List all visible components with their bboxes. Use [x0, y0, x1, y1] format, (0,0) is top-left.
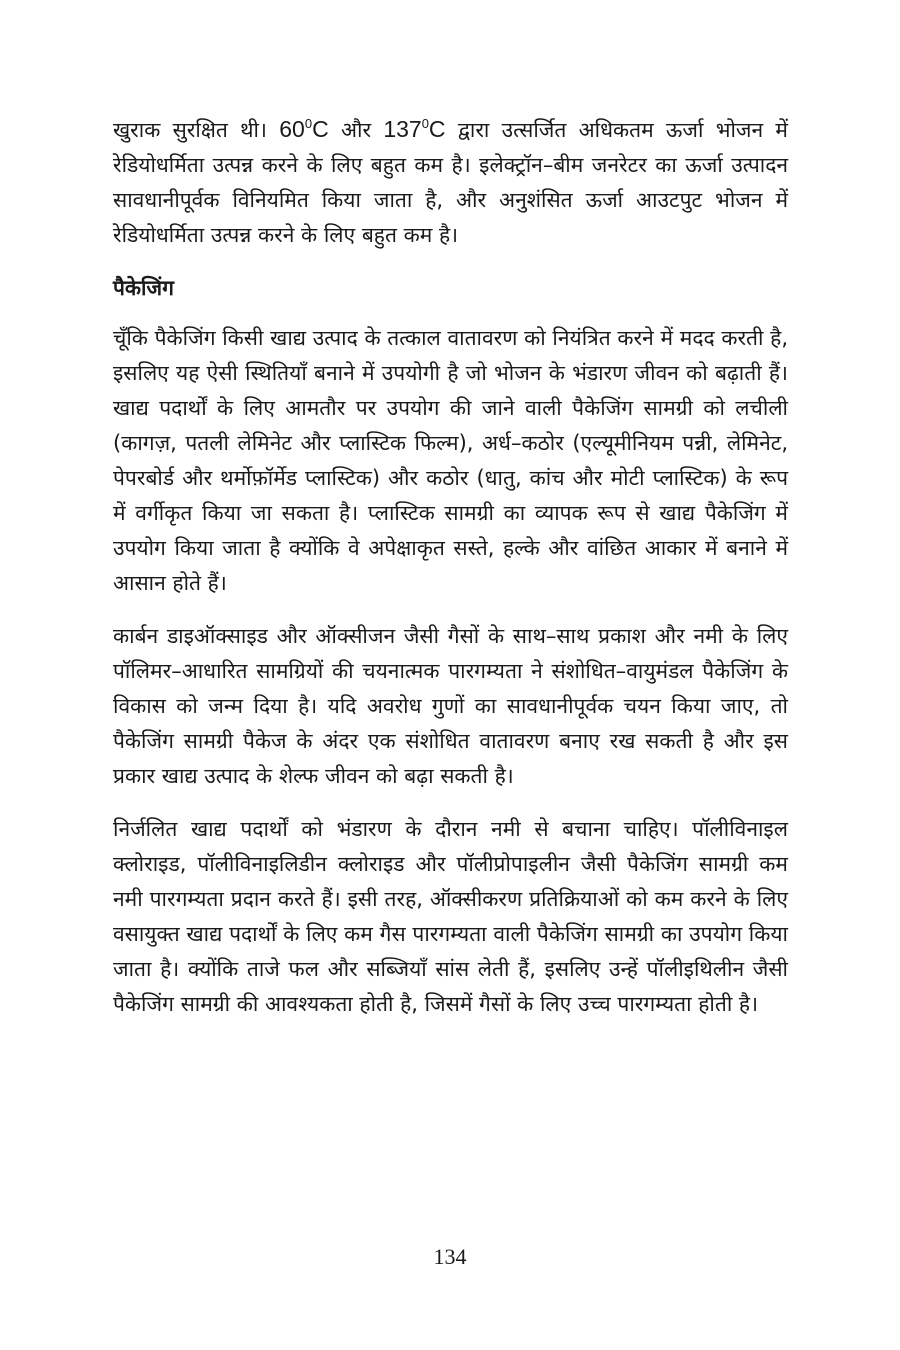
section-heading: पैकेजिंग — [113, 276, 174, 300]
body-paragraph-moisture-gas: निर्जलित खाद्य पदार्थों को भंडारण के दौरान नमी से बचाना चाहिए। पॉलीविनाइल क्लोराइड, पॉलीविनाइलिडीन क्लोराइड और पॉलीप्रोपाइलीन जैसी पैकेजिंग सामग्री कम नमी पारगम्यता प्रदान करते हैं। इसी तरह, ऑक्सीकरण प्रतिक्रियाओं को कम करने के लिए वसायुक्त खाद्य पदार्थों के लिए कम गैस पारगम्यता वाली पैकेजिंग सामग्री का उपयोग किया जाता है। क्योंकि ताजे फल और सब्जियाँ सांस लेती हैं, इसलिए उन्हें पॉलीइथिलीन जैसी पैकेजिंग सामग्री की आवश्यकता होती है, जिसमें गैसों के लिए उच्च पारगम्यता होती है। — [113, 817, 788, 1016]
intro-connector: और — [328, 118, 384, 142]
intro-lead: खुराक सुरक्षित थी। — [113, 118, 280, 142]
intro-paragraph — [113, 112, 788, 253]
body-paragraph-modified-atmosphere: कार्बन डाइऑक्साइड और ऑक्सीजन जैसी गैसों के साथ–साथ प्रकाश और नमी के लिए पॉलिमर–आधारित सामग्रियों की चयनात्मक पारगम्यता ने संशोधित–वायुमंडल पैकेजिंग के विकास को जन्म दिया है। यदि अवरोध गुणों का सावधानीपूर्वक चयन किया जाए, तो पैकेजिंग सामग्री पैकेज के अंदर एक संशोधित वातावरण बनाए रख सकती है और इस प्रकार खाद्य उत्पाद के शेल्फ जीवन को बढ़ा सकती है। — [113, 624, 788, 788]
page-body — [113, 112, 788, 1022]
temperature-60c — [279, 116, 328, 142]
body-paragraph-packaging-types: चूँकि पैकेजिंग किसी खाद्य उत्पाद के तत्काल वातावरण को नियंत्रित करने में मदद करती है, इसलिए यह ऐसी स्थितियाँ बनाने में उपयोगी है जो भोजन के भंडारण जीवन को बढ़ाती हैं। खाद्य पदार्थों के लिए आमतौर पर उपयोग की जाने वाली पैकेजिंग सामग्री को लचीली (कागज़, पतली लेमिनेट और प्लास्टिक फिल्म), अर्ध–कठोर (एल्यूमीनियम पन्नी, लेमिनेट, पेपरबोर्ड और थर्मोफ़ॉर्मेड प्लास्टिक) और कठोर (धातु, कांच और मोटी प्लास्टिक) के रूप में वर्गीकृत किया जा सकता है। प्लास्टिक सामग्री का व्यापक रूप से खाद्य पैकेजिंग में उपयोग किया जाता है क्योंकि वे अपेक्षाकृत सस्ते, हल्के और वांछित आकार में बनाने में आसान होते हैं। — [113, 326, 788, 595]
temp2-unit: C — [428, 116, 446, 142]
temperature-137c — [383, 116, 445, 142]
temp2-value: 137 — [383, 116, 422, 142]
temp2-superscript: 0 — [421, 116, 429, 131]
intro-rest: द्वारा उत्सर्जित अधिकतम ऊर्जा भोजन में रेडियोधर्मिता उत्पन्न करने के लिए बहुत कम है। इलेक्ट्रॉन–बीम जनरेटर का ऊर्जा उत्पादन सावधानीपूर्वक विनियमित किया जाता है, और अनुशंसित ऊर्जा आउटपुट भोजन में रेडियोधर्मिता उत्पन्न करने के लिए बहुत कम है। — [113, 118, 788, 247]
temp1-unit: C — [312, 116, 329, 142]
temp1-value: 60 — [279, 116, 305, 142]
page-number: 134 — [433, 1244, 467, 1269]
temp1-superscript: 0 — [304, 116, 313, 131]
